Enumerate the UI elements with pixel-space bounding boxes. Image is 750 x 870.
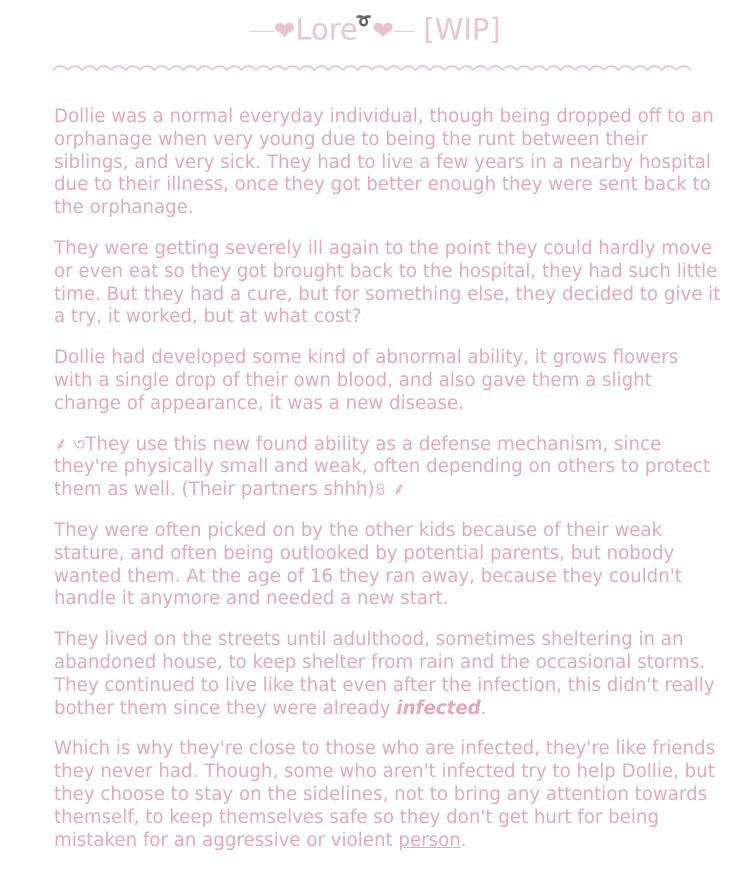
paragraph-text: Which is why they're close to those who are infected, they're like friends they never had. Though, some who aren't infected try to help Dollie, but they choose to stay on the sidelines, not to bring any attention towards themself, to keep themselves safe so they don't get hurt for being mistaken for an aggressive or violent	[54, 738, 716, 851]
paragraph-text: They lived on the streets until adulthood, sometimes sheltering in an abandoned house, to keep shelter from rain and the occasional storms. They continued to live like that even after the infection, this didn't really bother them since they were already	[54, 629, 715, 719]
paragraph: ⸙ ৩They use this new found ability as a defense mechanism, since they're physically small and weak, often depending on others to protect them as well. (Their partners shhh)৪ ⸙	[54, 433, 711, 501]
paragraph	[54, 738, 722, 852]
page-title	[0, 6, 750, 52]
underlined-link[interactable]: person	[398, 829, 461, 851]
wavy-divider	[53, 56, 705, 76]
wip-tag: [WIP]	[423, 12, 501, 47]
lore-content	[54, 106, 722, 870]
emphasis-text: infected	[396, 697, 481, 719]
title-dash-right: -----	[393, 23, 415, 40]
paragraph: They were often picked on by the other kids because of their weak stature, and often being outlooked by potential parents, but nobody wanted them. At the age of 16 they ran away, because they couldn't handle it anymore and needed a new start.	[54, 519, 682, 610]
paragraph-end: .	[460, 829, 467, 851]
paragraph: They were getting severely ill again to the point they could hardly move or even eat so they got brought back to the hospital, they had such little time. But they had a cure, but for something else, they decided to give it a try, it worked, but at what cost?	[54, 237, 721, 328]
heart-icon: ❤	[273, 16, 296, 47]
title-text: Lore	[295, 12, 358, 47]
paragraph	[54, 629, 722, 720]
paragraph: Dollie was a normal everyday individual, though being dropped off to an orphanage when very young due to being the runt between their siblings, and very sick. They had to live a few years in a nearby hospital due to their illness, once they got better enough they were sent back to the orphanage.	[54, 106, 714, 219]
paragraph-end: .	[480, 697, 487, 719]
bow-icon: ➰	[355, 14, 373, 29]
paragraph: Dollie had developed some kind of abnormal ability, it grows flowers with a single drop of their own blood, and also gave them a slight change of appearance, it was a new disease.	[54, 347, 679, 414]
heart-icon: ❤	[372, 16, 394, 47]
title-dash-left: ------	[249, 23, 274, 40]
